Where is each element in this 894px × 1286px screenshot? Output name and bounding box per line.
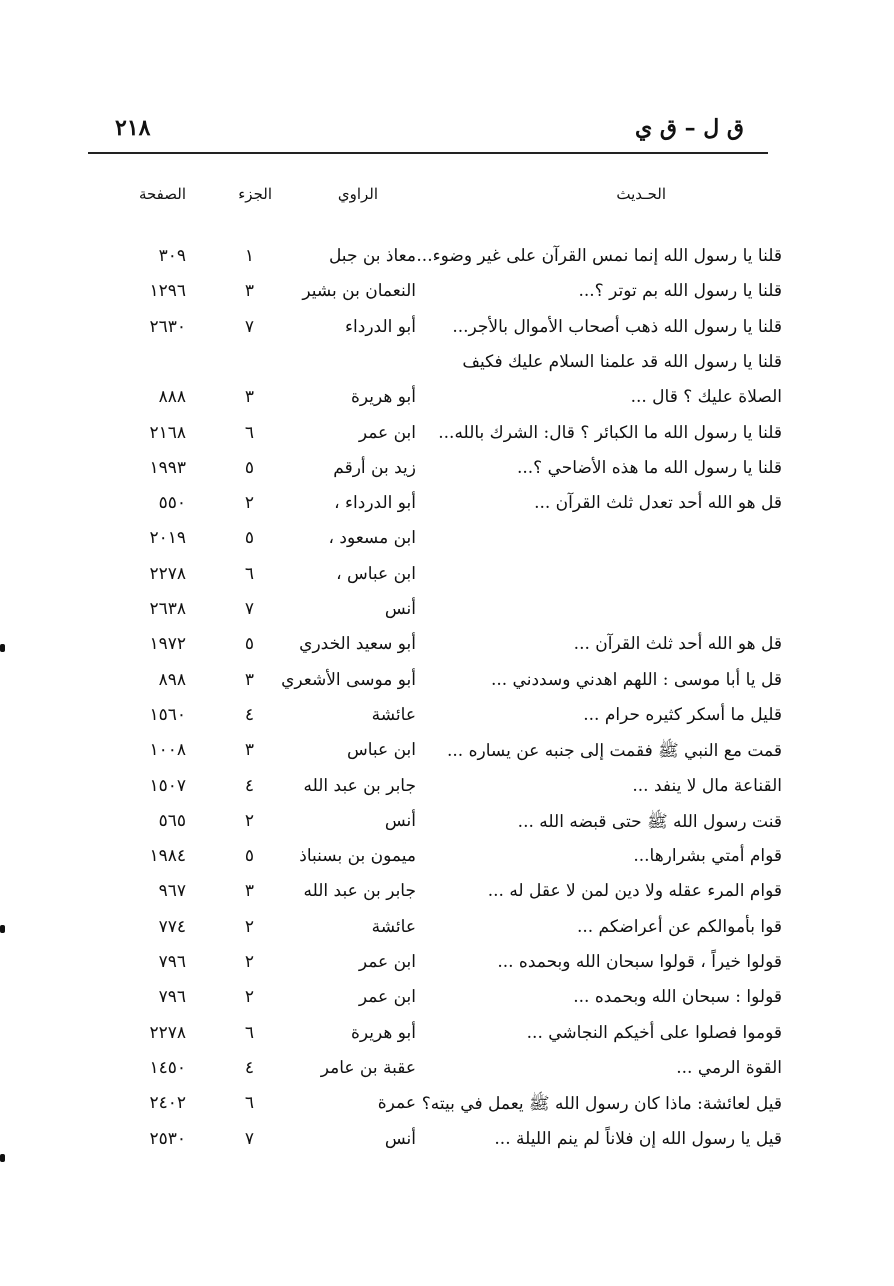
- juz-number: ٣: [244, 281, 254, 302]
- rawi-name: معاذ بن جبل: [328, 246, 416, 266]
- page-number-ref: ٨٨٨: [158, 387, 186, 408]
- page-number-ref: ٩٦٧: [158, 881, 186, 902]
- table-row: [0, 952, 894, 986]
- rawi-name: أبو الدرداء ،: [334, 493, 416, 514]
- hadith-text: قلنا يا رسول الله قد علمنا السلام عليك فكيف: [462, 351, 782, 372]
- rawi-name: أنس: [384, 599, 416, 619]
- hadith-text: قل هو الله أحد ثلث القرآن ...: [573, 634, 782, 655]
- juz-number: ٤: [244, 1057, 254, 1078]
- hadith-text: قل يا أبا موسى : اللهم اهدني وسددني ...: [490, 669, 782, 690]
- scan-edge-mark: [0, 925, 5, 933]
- page-number-ref: ٢٢٧٨: [149, 563, 186, 584]
- page-number-ref: ٢٥٣٠: [149, 1128, 186, 1149]
- rawi-name: عائشة: [371, 916, 416, 937]
- rawi-name: زيد بن أرقم: [333, 457, 416, 478]
- page-number-ref: ٧٩٦: [158, 952, 186, 972]
- table-row: [0, 917, 894, 951]
- hadith-text: قولوا : سبحان الله وبحمده ...: [573, 987, 782, 1008]
- rawi-name: ابن عمر: [358, 952, 416, 972]
- rawi-name: أبو موسى الأشعري: [281, 669, 416, 690]
- page-number: ٢١٨: [115, 115, 151, 141]
- rawi-name: أنس: [384, 810, 416, 831]
- rawi-name: ابن عمر: [358, 987, 416, 1008]
- page-number-ref: ٢٦٣٠: [149, 316, 186, 337]
- hadith-text: قلنا يا رسول الله إنما نمس القرآن على غير وضوء...: [416, 246, 782, 266]
- hadith-text: قل هو الله أحد تعدل ثلث القرآن ...: [534, 493, 782, 514]
- hadith-text: قلنا يا رسول الله ما هذه الأضاحي ؟...: [516, 457, 782, 478]
- hadith-text: قلنا يا رسول الله ذهب أصحاب الأموال بالأجر...: [452, 316, 782, 337]
- page-number-ref: ٥٥٠: [158, 493, 186, 514]
- juz-number: ٢: [244, 810, 254, 831]
- rawi-name: النعمان بن بشير: [302, 281, 416, 302]
- page-number-ref: ١٢٩٦: [149, 281, 186, 302]
- page-number-ref: ٧٩٦: [158, 987, 186, 1008]
- table-row: [0, 634, 894, 668]
- table-row: [0, 670, 894, 704]
- table-row: [0, 423, 894, 457]
- page-number-ref: ١٤٥٠: [149, 1057, 186, 1078]
- juz-number: ٥: [244, 457, 254, 478]
- section-title: ق ل – ق ي: [635, 115, 744, 141]
- rawi-name: ابن عمر: [358, 422, 416, 443]
- juz-number: ٥: [244, 846, 254, 867]
- column-header-juz: الجزء: [238, 185, 272, 203]
- table-row: [0, 599, 894, 633]
- juz-number: ٦: [244, 1093, 254, 1114]
- juz-number: ٥: [244, 634, 254, 655]
- table-row: [0, 493, 894, 527]
- page-number-ref: ٣٠٩: [158, 246, 186, 266]
- rawi-name: أبو هريرة: [350, 1022, 416, 1043]
- table-row: [0, 705, 894, 739]
- table-row: [0, 281, 894, 315]
- table-row: [0, 740, 894, 774]
- juz-number: ٣: [244, 387, 254, 408]
- rawi-name: أبو سعيد الخدري: [299, 634, 416, 655]
- table-row: [0, 458, 894, 492]
- juz-number: ٤: [244, 704, 254, 725]
- juz-number: ٢: [244, 952, 254, 972]
- juz-number: ٢: [244, 493, 254, 514]
- table-row: [0, 881, 894, 915]
- rawi-name: جابر بن عبد الله: [303, 775, 416, 796]
- hadith-text: قوموا فصلوا على أخيكم النجاشي ...: [526, 1022, 782, 1043]
- rawi-name: جابر بن عبد الله: [303, 881, 416, 902]
- hadith-text: قوام أمتي بشرارها...: [633, 846, 782, 867]
- juz-number: ٧: [244, 599, 254, 619]
- hadith-text: قليل ما أسكر كثيره حرام ...: [583, 704, 782, 725]
- header-rule: [88, 152, 768, 154]
- hadith-text: قمت مع النبي ﷺ فقمت إلى جنبه عن يساره ...: [447, 741, 782, 762]
- hadith-text: قوا بأموالكم عن أعراضكم ...: [576, 916, 782, 937]
- table-row: [0, 811, 894, 845]
- juz-number: ٧: [244, 1128, 254, 1149]
- page-number-ref: ٢٢٧٨: [149, 1022, 186, 1043]
- page-number-ref: ١٩٧٢: [149, 634, 186, 655]
- page-number-ref: ٧٧٤: [158, 916, 186, 937]
- rawi-name: أبو هريرة: [350, 387, 416, 408]
- hadith-text: الصلاة عليك ؟ قال ...: [630, 387, 782, 408]
- rawi-name: ابن عباس ،: [336, 563, 416, 584]
- hadith-text: قنت رسول الله ﷺ حتى قبضه الله ...: [517, 811, 782, 832]
- page-number-ref: ٢٤٠٢: [149, 1093, 186, 1114]
- table-row: [0, 528, 894, 562]
- page-number-ref: ٢٦٣٨: [149, 599, 186, 619]
- juz-number: ٥: [244, 528, 254, 549]
- table-row: [0, 987, 894, 1021]
- juz-number: ٢: [244, 916, 254, 937]
- rawi-name: عائشة: [371, 704, 416, 725]
- juz-number: ٦: [244, 1022, 254, 1043]
- page-number-ref: ٢١٦٨: [149, 422, 186, 443]
- juz-number: ٦: [244, 563, 254, 584]
- juz-number: ٢: [244, 987, 254, 1008]
- rawi-name: ابن مسعود ،: [328, 528, 416, 549]
- table-row: [0, 317, 894, 351]
- table-row: [0, 352, 894, 386]
- table-row: [0, 246, 894, 280]
- table-row: [0, 1058, 894, 1092]
- juz-number: ٦: [244, 422, 254, 443]
- table-row: [0, 776, 894, 810]
- rawi-name: ميمون بن بسنباذ: [299, 846, 416, 867]
- page-number-ref: ١٥٦٠: [149, 704, 186, 725]
- page-number-ref: ١٩٨٤: [149, 846, 186, 867]
- juz-number: ٣: [244, 881, 254, 902]
- scan-edge-mark: [0, 1154, 5, 1162]
- hadith-text: قيل يا رسول الله إن فلاناً لم ينم الليلة ...: [494, 1128, 782, 1149]
- page-number-ref: ١٠٠٨: [149, 740, 186, 761]
- table-row: [0, 1023, 894, 1057]
- hadith-text: قوام المرء عقله ولا دين لمن لا عقل له ...: [487, 881, 782, 902]
- page-number-ref: ٨٩٨: [158, 669, 186, 690]
- page-number-ref: ٢٠١٩: [149, 528, 186, 549]
- hadith-text: قلنا يا رسول الله بم توتر ؟...: [578, 281, 782, 302]
- rawi-name: ابن عباس: [346, 740, 416, 761]
- page-number-ref: ١٥٠٧: [149, 775, 186, 796]
- juz-number: ٣: [244, 740, 254, 761]
- hadith-text: قيل لعائشة: ماذا كان رسول الله ﷺ يعمل في بيته؟: [421, 1094, 782, 1115]
- table-row: [0, 846, 894, 880]
- hadith-text: قولوا خيراً ، قولوا سبحان الله وبحمده ...: [497, 952, 782, 972]
- table-row: [0, 1129, 894, 1163]
- column-header-page: الصفحة: [138, 185, 186, 203]
- page-number-ref: ٥٦٥: [158, 810, 186, 831]
- hadith-text: قلنا يا رسول الله ما الكبائر ؟ قال: الشرك بالله...: [438, 422, 782, 443]
- rawi-name: عقبة بن عامر: [320, 1057, 416, 1078]
- scan-edge-mark: [0, 644, 5, 652]
- juz-number: ٤: [244, 775, 254, 796]
- juz-number: ٧: [244, 316, 254, 337]
- table-row: [0, 1093, 894, 1127]
- juz-number: ٣: [244, 669, 254, 690]
- hadith-text: القوة الرمي ...: [676, 1057, 782, 1078]
- rawi-name: أنس: [384, 1128, 416, 1149]
- table-row: [0, 564, 894, 598]
- juz-number: ١: [244, 246, 254, 266]
- column-header-hadith: الحـديث: [616, 185, 666, 203]
- rawi-name: أبو الدرداء: [345, 316, 416, 337]
- page-number-ref: ١٩٩٣: [149, 457, 186, 478]
- table-row: [0, 387, 894, 421]
- column-header-rawi: الراوي: [337, 185, 378, 203]
- hadith-text: القناعة مال لا ينفد ...: [632, 775, 782, 796]
- rawi-name: عمرة: [377, 1093, 416, 1114]
